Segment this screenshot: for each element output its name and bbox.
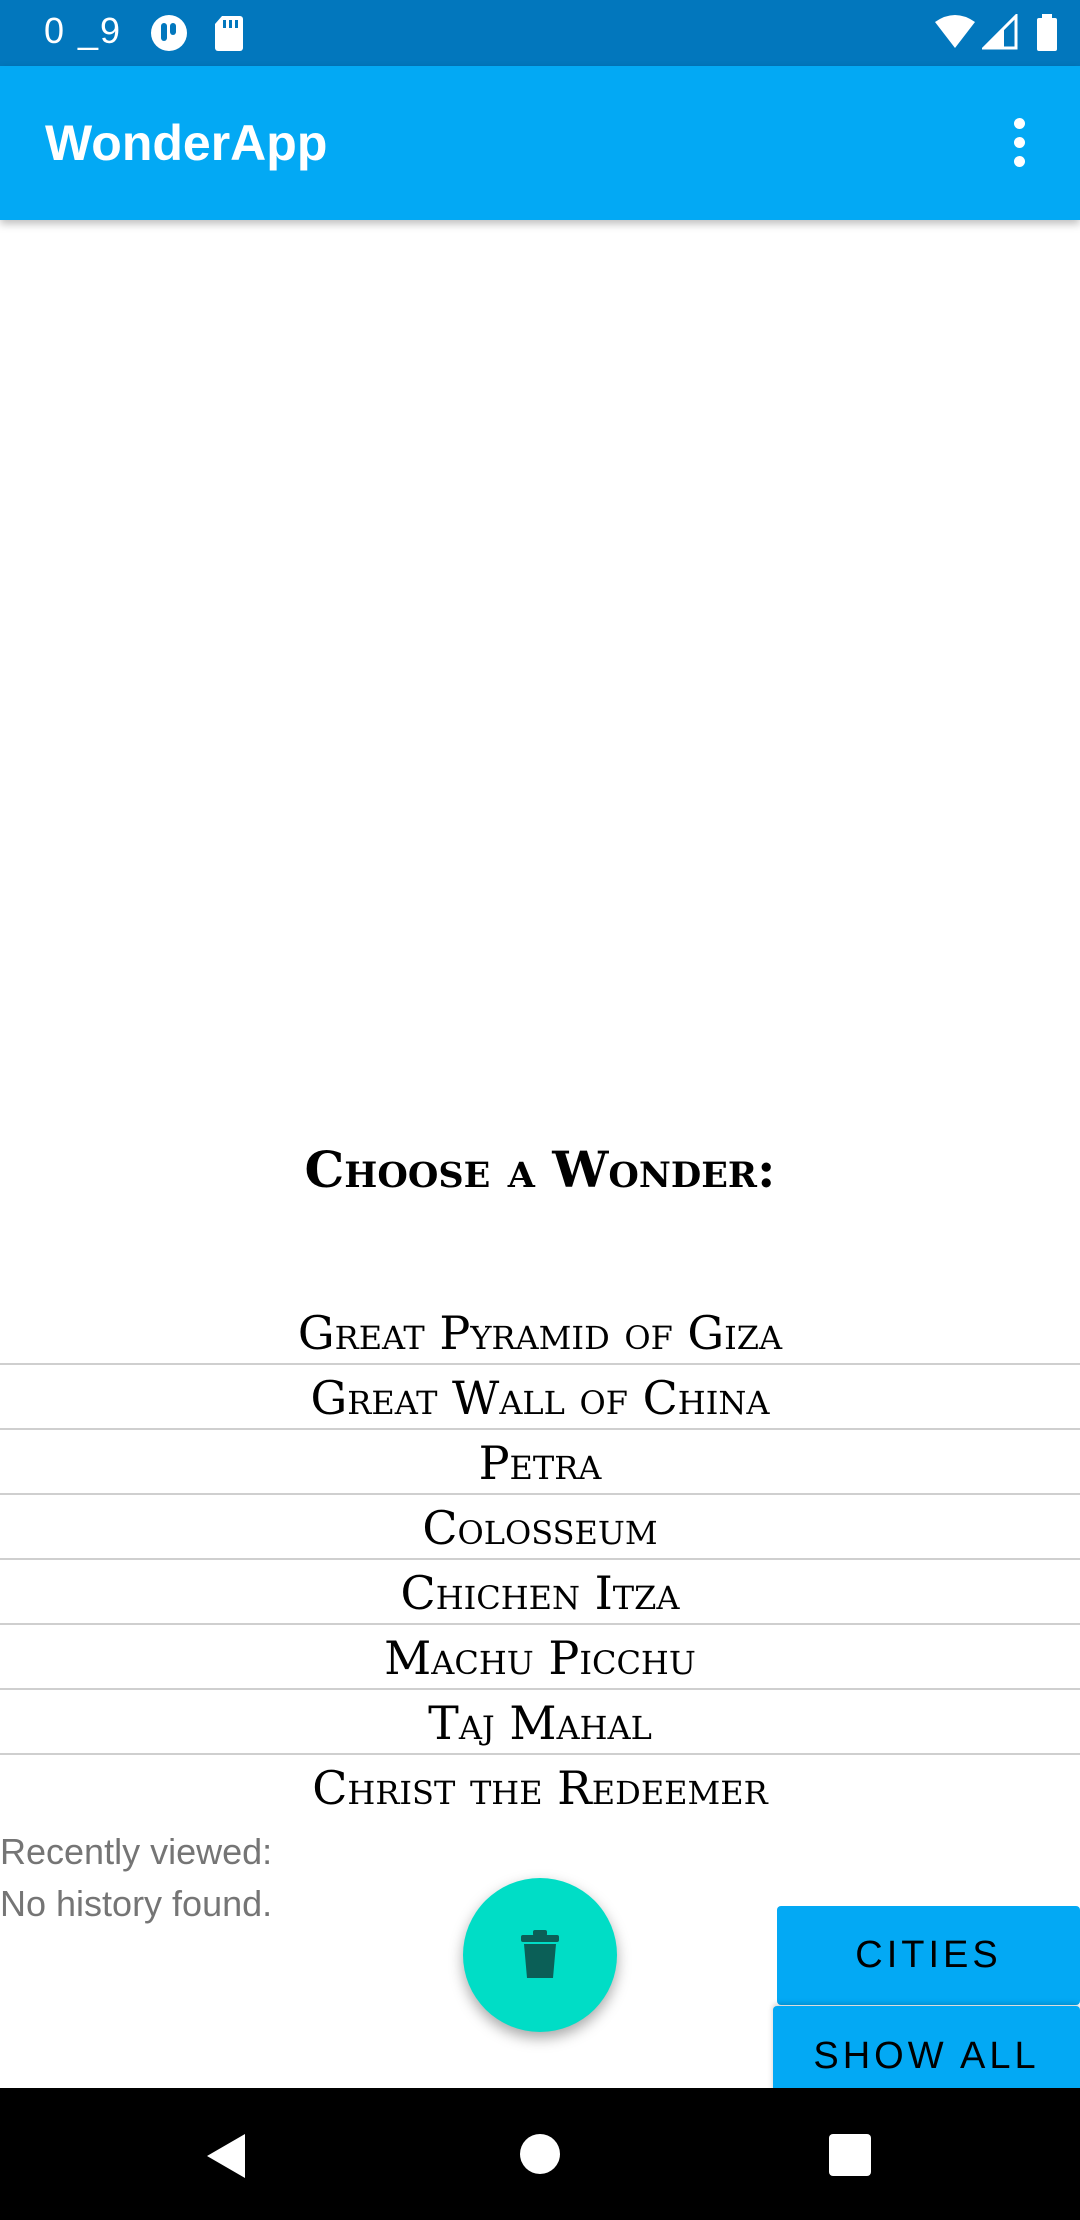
battery-icon [1036, 14, 1058, 57]
navigation-bar [0, 2088, 1080, 2220]
app-title: WonderApp [45, 115, 328, 171]
signal-icon [982, 14, 1018, 55]
cities-button[interactable]: CITIES [777, 1906, 1080, 2005]
sd-card-icon [214, 14, 244, 57]
notification-app-icon [150, 14, 188, 57]
home-icon[interactable] [520, 2134, 560, 2174]
list-item[interactable]: Chichen Itza [0, 1560, 1080, 1625]
list-item[interactable]: Taj Mahal [0, 1690, 1080, 1755]
delete-icon [519, 1930, 561, 1980]
recents-icon[interactable] [829, 2134, 871, 2176]
list-item[interactable]: Petra [0, 1430, 1080, 1495]
list-item[interactable]: Christ the Redeemer [312, 1761, 768, 1815]
list-item[interactable]: Great Pyramid of Giza [0, 1300, 1080, 1365]
list-item[interactable]: Colosseum [0, 1495, 1080, 1560]
app-bar [0, 66, 1080, 220]
show-all-button[interactable]: SHOW ALL [773, 2006, 1080, 2116]
recently-viewed [0, 1826, 272, 1930]
list-item[interactable]: Great Wall of China [0, 1365, 1080, 1430]
wonder-list [0, 1300, 1080, 1818]
back-icon[interactable] [205, 2132, 247, 2185]
recent-label: Recently viewed: [0, 1831, 273, 1872]
more-vert-icon[interactable] [1000, 118, 1038, 168]
clear-history-button[interactable] [463, 1878, 617, 2032]
page-title: Choose a Wonder: [304, 1140, 776, 1199]
status-time: 0 _9 [44, 10, 123, 51]
recent-empty-text: No history found. [0, 1883, 273, 1924]
wifi-icon [934, 14, 976, 55]
status-bar [0, 0, 1080, 66]
list-item[interactable]: Machu Picchu [0, 1625, 1080, 1690]
